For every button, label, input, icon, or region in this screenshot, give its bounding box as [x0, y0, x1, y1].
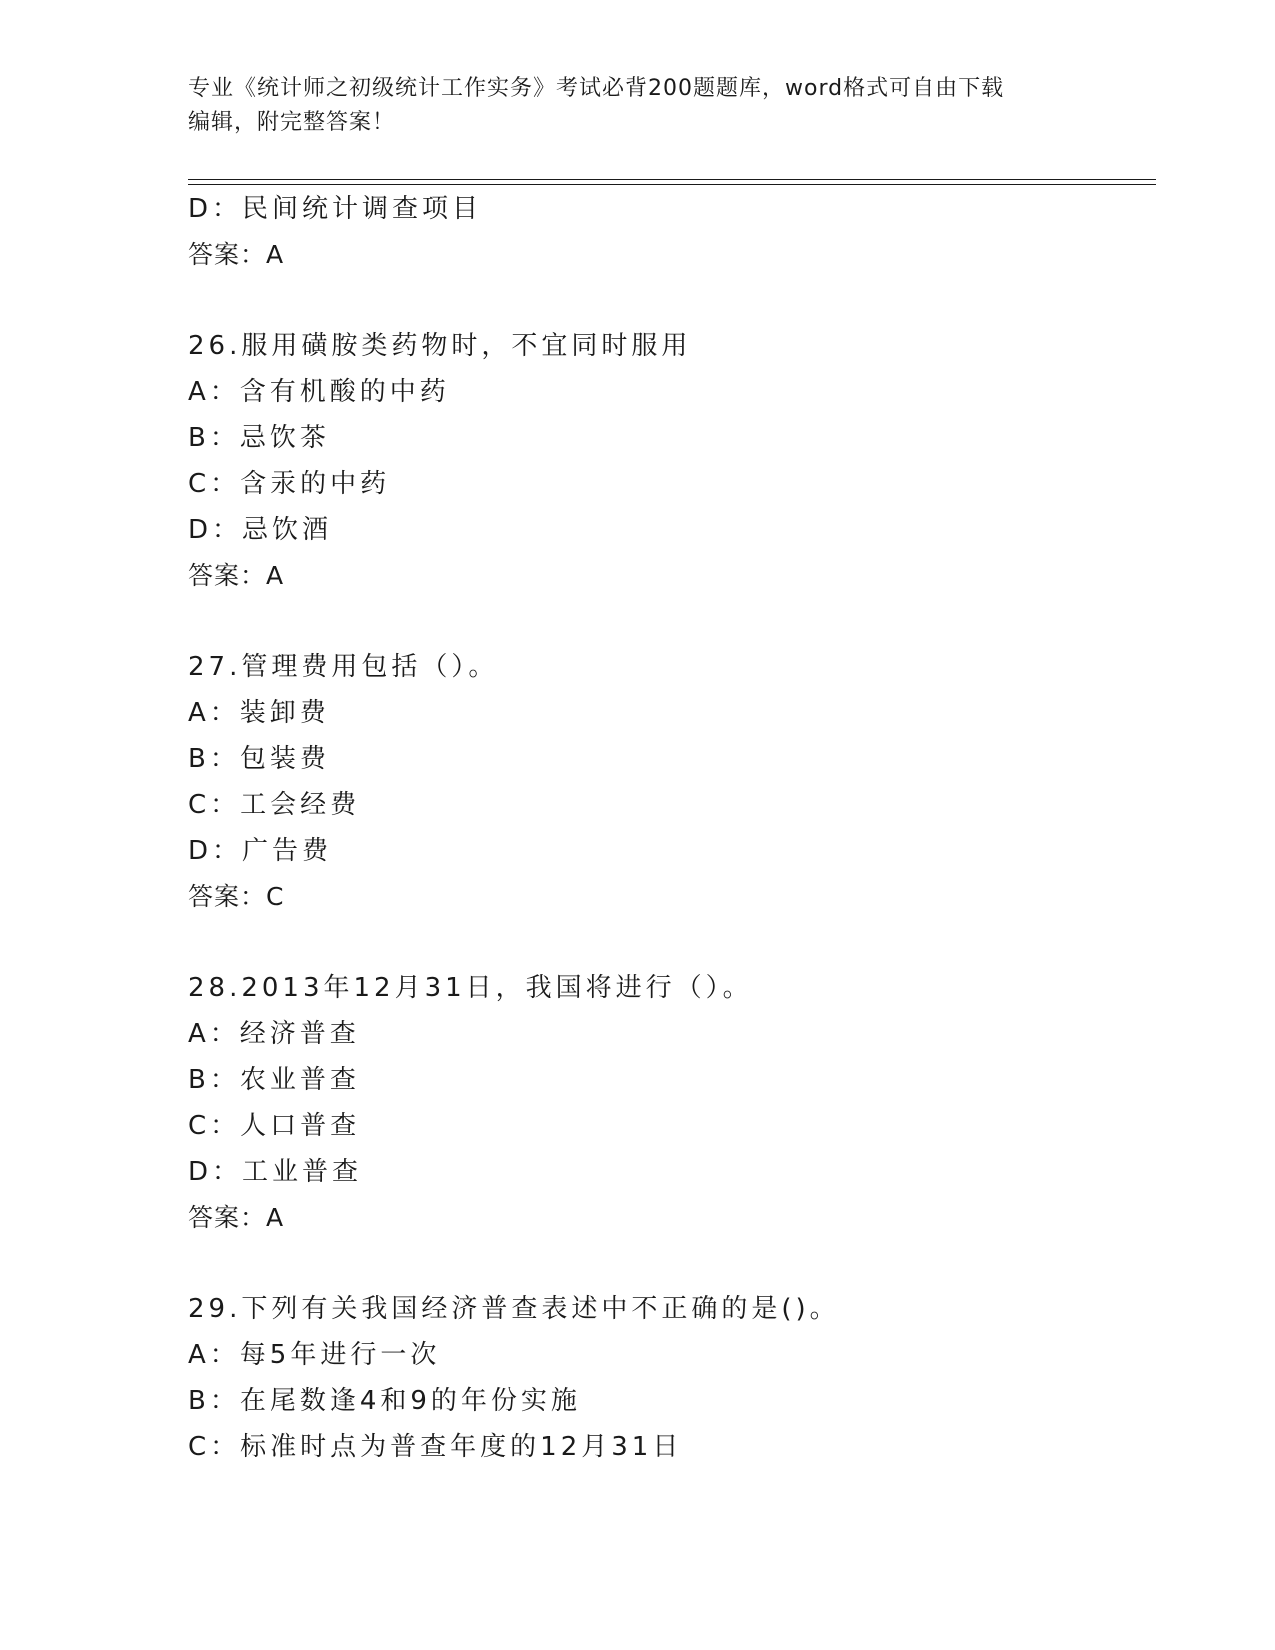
option-a: A：装卸费	[188, 698, 330, 728]
header-line-2: 编辑，附完整答案！	[188, 110, 396, 135]
option-b: B：在尾数逢4和9的年份实施	[188, 1386, 581, 1416]
question-stem: 26.服用磺胺类药物时，不宜同时服用	[188, 331, 692, 361]
question-27	[188, 644, 1148, 920]
option-c: C：工会经费	[188, 790, 361, 820]
header-divider-bottom	[188, 184, 1156, 185]
option-c: C：标准时点为普查年度的12月31日	[188, 1432, 683, 1462]
answer: 答案：A	[188, 561, 285, 590]
document-header	[188, 72, 1088, 140]
option-a: A：每5年进行一次	[188, 1340, 441, 1370]
answer: 答案：A	[188, 240, 285, 269]
question-25-continuation	[188, 186, 1148, 278]
document-body	[188, 186, 1148, 1470]
answer: 答案：C	[188, 882, 285, 911]
option-b: B：农业普查	[188, 1065, 360, 1095]
option-a: A：含有机酸的中药	[188, 377, 450, 407]
question-stem: 29.下列有关我国经济普查表述中不正确的是()。	[188, 1294, 840, 1324]
question-stem: 27.管理费用包括（）。	[188, 652, 499, 682]
option-b: B：忌饮茶	[188, 423, 330, 453]
option-d: D：广告费	[188, 836, 333, 866]
option-a: A：经济普查	[188, 1019, 360, 1049]
question-stem: 28.2013年12月31日，我国将进行（）。	[188, 973, 753, 1003]
question-28	[188, 965, 1148, 1241]
option-c: C：人口普查	[188, 1111, 361, 1141]
option-c: C：含汞的中药	[188, 469, 391, 499]
option-b: B：包装费	[188, 744, 330, 774]
option-d: D：忌饮酒	[188, 515, 333, 545]
answer: 答案：A	[188, 1203, 285, 1232]
header-divider-top	[188, 179, 1156, 180]
option-d: D：民间统计调查项目	[188, 194, 483, 224]
question-29	[188, 1286, 1148, 1470]
option-d: D：工业普查	[188, 1157, 363, 1187]
header-line-1: 专业《统计师之初级统计工作实务》考试必背200题题库，word格式可自由下载	[188, 76, 1005, 101]
question-26	[188, 323, 1148, 599]
